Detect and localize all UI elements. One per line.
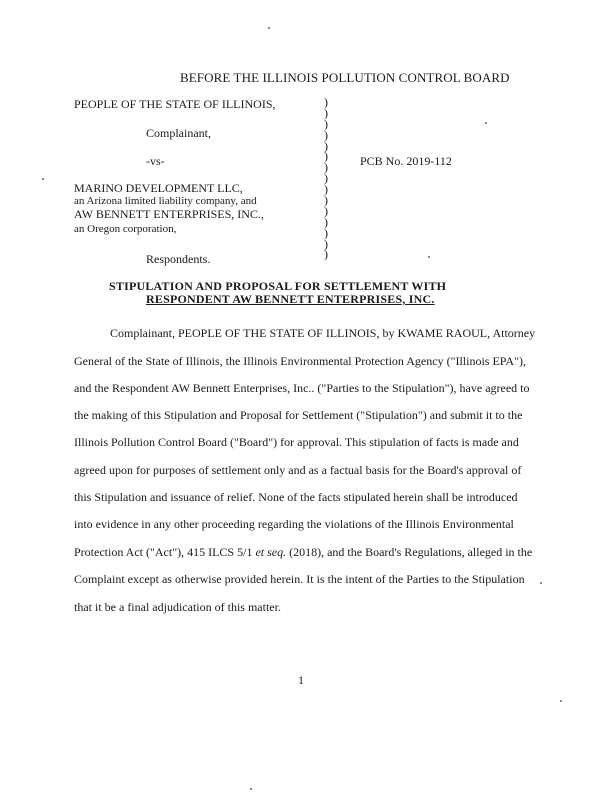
paren: ) xyxy=(324,236,328,251)
act-citation: Protection Act ("Act"), 415 ILCS 5/1 xyxy=(74,545,253,559)
paren: ) xyxy=(324,225,328,240)
scan-speck xyxy=(428,256,430,258)
body-line-11: that it be a final adjudication of this matter. xyxy=(74,600,281,614)
paren: ) xyxy=(324,247,328,262)
body-line-6: agreed upon for purposes of settlement only and as a factual basis for the Board's approval of xyxy=(74,463,522,477)
complainant-label: Complainant, xyxy=(146,126,211,140)
document-title-line-1: STIPULATION AND PROPOSAL FOR SETTLEMENT WITH xyxy=(109,279,447,293)
body-line-8: into evidence in any other proceeding regarding the violations of the Illinois Environmental xyxy=(74,517,514,531)
scan-speck xyxy=(42,178,44,180)
page-number: 1 xyxy=(298,673,304,687)
paren: ) xyxy=(324,160,328,175)
body-line-5: Illinois Pollution Control Board ("Board") for approval. This stipulation of facts is made and xyxy=(74,435,519,449)
versus-label: -vs- xyxy=(146,154,165,168)
body-line-7: this Stipulation and issuance of relief. None of the facts stipulated herein shall be introduced xyxy=(74,490,518,504)
paren: ) xyxy=(324,138,328,153)
paren: ) xyxy=(324,127,328,142)
body-line-1: Complainant, PEOPLE OF THE STATE OF ILLINOIS, by KWAME RAOUL, Attorney xyxy=(110,326,536,340)
scan-speck xyxy=(485,122,487,124)
paren: ) xyxy=(324,214,328,229)
body-line-2: General of the State of Illinois, the Illinois Environmental Protection Agency ("Illinois EPA"), xyxy=(74,354,526,368)
respondents-label: Respondents. xyxy=(146,252,211,266)
paren: ) xyxy=(324,116,328,131)
body-line-9-rest: (2018), and the Board's Regulations, alleged in the xyxy=(289,545,533,559)
defendant-2-description: an Oregon corporation, xyxy=(74,223,177,235)
paren: ) xyxy=(324,182,328,197)
defendant-1-description: an Arizona limited liability company, and xyxy=(74,195,257,207)
scan-speck xyxy=(268,27,270,29)
plaintiff-name: PEOPLE OF THE STATE OF ILLINOIS, xyxy=(74,97,276,111)
caption-parenthesis-column xyxy=(324,97,328,260)
body-line-9 xyxy=(74,545,532,560)
court-header: BEFORE THE ILLINOIS POLLUTION CONTROL BOARD xyxy=(180,70,510,85)
scan-speck xyxy=(540,582,542,584)
body-line-4: the making of this Stipulation and Proposal for Settlement ("Stipulation") and submit it to the xyxy=(74,408,523,422)
scan-speck xyxy=(250,788,252,790)
paren: ) xyxy=(324,193,328,208)
defendant-1-name: MARINO DEVELOPMENT LLC, xyxy=(74,181,243,195)
paren: ) xyxy=(324,203,328,218)
body-line-3: and the Respondent AW Bennett Enterprises, Inc.. ("Parties to the Stipulation"), have agreed to xyxy=(74,381,530,395)
paren: ) xyxy=(324,171,328,186)
paren: ) xyxy=(324,95,328,109)
et-seq: et seq. xyxy=(255,545,287,559)
document-title-line-2: RESPONDENT AW BENNETT ENTERPRISES, INC. xyxy=(146,292,435,306)
case-number: PCB No. 2019-112 xyxy=(360,154,452,168)
scan-speck xyxy=(560,700,562,702)
body-line-10: Complaint except as otherwise provided herein. It is the intent of the Parties to the Stipulation xyxy=(74,572,525,586)
defendant-2-name: AW BENNETT ENTERPRISES, INC., xyxy=(74,207,264,221)
paren: ) xyxy=(324,105,328,120)
paren: ) xyxy=(324,149,328,164)
